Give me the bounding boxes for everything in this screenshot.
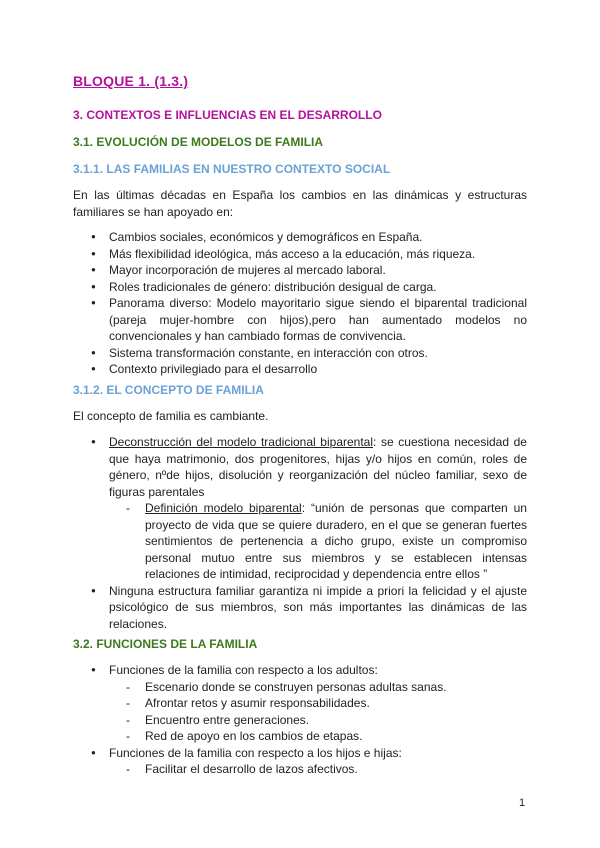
deconstruction-text: : se cuestiona necesidad de que haya matrimonio, dos progenitores, hijas y/o hijos en común, roles de género, nºde hijos, disolución y reorganización del núcleo familiar, sexo de figuras parentales (109, 435, 527, 499)
definition-text: : “unión de personas que comparten un proyecto de vida que se quiere duradero, en el que se generan fuertes sentimientos de pertenencia a dicho grupo, existe un compromiso personal mutuo entre sus miembros y se establecen intensas relaciones de intimidad, reciprocidad y dependencia entre ellos ” (145, 501, 527, 581)
section-3-1-1-intro: En las últimas décadas en España los cambios en las dinámicas y estructuras familiares se han apoyado en: (73, 188, 527, 219)
list-item: ● Sistema transformación constante, en interacción con otros. (73, 345, 527, 362)
list-item (73, 745, 527, 778)
section-3-heading: 3. CONTEXTOS E INFLUENCIAS EN EL DESARROLLO (73, 108, 382, 122)
sub-list-item: - Red de apoyo en los cambios de etapas. (109, 728, 527, 745)
children-sub-list (109, 761, 527, 778)
sub-list-item: - Escenario donde se construyen personas adultas sanas. (109, 679, 527, 696)
document-title: BLOQUE 1. (1.3.) (73, 73, 189, 89)
section-3-1-1-heading: 3.1.1. LAS FAMILIAS EN NUESTRO CONTEXTO SOCIAL (73, 162, 391, 176)
deconstruction-term: Deconstrucción del modelo tradicional biparental (109, 435, 374, 449)
adults-label: Funciones de la familia con respecto a los adultos: (109, 663, 378, 677)
sub-list-item: - Facilitar el desarrollo de lazos afectivos. (109, 761, 527, 778)
sub-list-item: - Afrontar retos y asumir responsabilidades. (109, 695, 527, 712)
section-3-1-2-intro: El concepto de familia es cambiante. (73, 409, 269, 423)
definition-term: Definición modelo biparental (145, 501, 302, 515)
sub-list (109, 500, 527, 583)
section-3-1-heading: 3.1. EVOLUCIÓN DE MODELOS DE FAMILIA (73, 135, 324, 149)
list-item: ● Mayor incorporación de mujeres al mercado laboral. (73, 262, 527, 279)
list-item (73, 434, 527, 583)
list-item: ● Panorama diverso: Modelo mayoritario sigue siendo el biparental tradicional (pareja mujer-hombre con hijos),pero han aumentado modelos no convencionales y han cambiado formas de convivencia. (73, 295, 527, 345)
list-item: ● Cambios sociales, económicos y demográficos en España. (73, 229, 527, 246)
list-item: ● Ninguna estructura familiar garantiza ni impide a priori la felicidad y el ajuste psicológico de sus miembros, son más importantes las dinámicas de las relaciones. (73, 583, 527, 633)
list-item: ● Roles tradicionales de género: distribución desigual de carga. (73, 279, 527, 296)
section-3-1-2-list (73, 434, 527, 632)
section-3-2-heading: 3.2. FUNCIONES DE LA FAMILIA (73, 637, 258, 651)
sub-list-item: - Encuentro entre generaciones. (109, 712, 527, 729)
sub-list-item (109, 500, 527, 583)
section-3-1-1-list (73, 229, 527, 378)
adults-sub-list (109, 679, 527, 745)
list-item (73, 662, 527, 745)
list-item: ● Más flexibilidad ideológica, más acceso a la educación, más riqueza. (73, 246, 527, 263)
section-3-2-list (73, 662, 527, 778)
list-item: ● Contexto privilegiado para el desarrollo (73, 361, 527, 378)
page-number: 1 (519, 797, 526, 809)
children-label: Funciones de la familia con respecto a los hijos e hijas: (109, 745, 402, 760)
section-3-1-2-heading: 3.1.2. EL CONCEPTO DE FAMILIA (73, 383, 264, 397)
